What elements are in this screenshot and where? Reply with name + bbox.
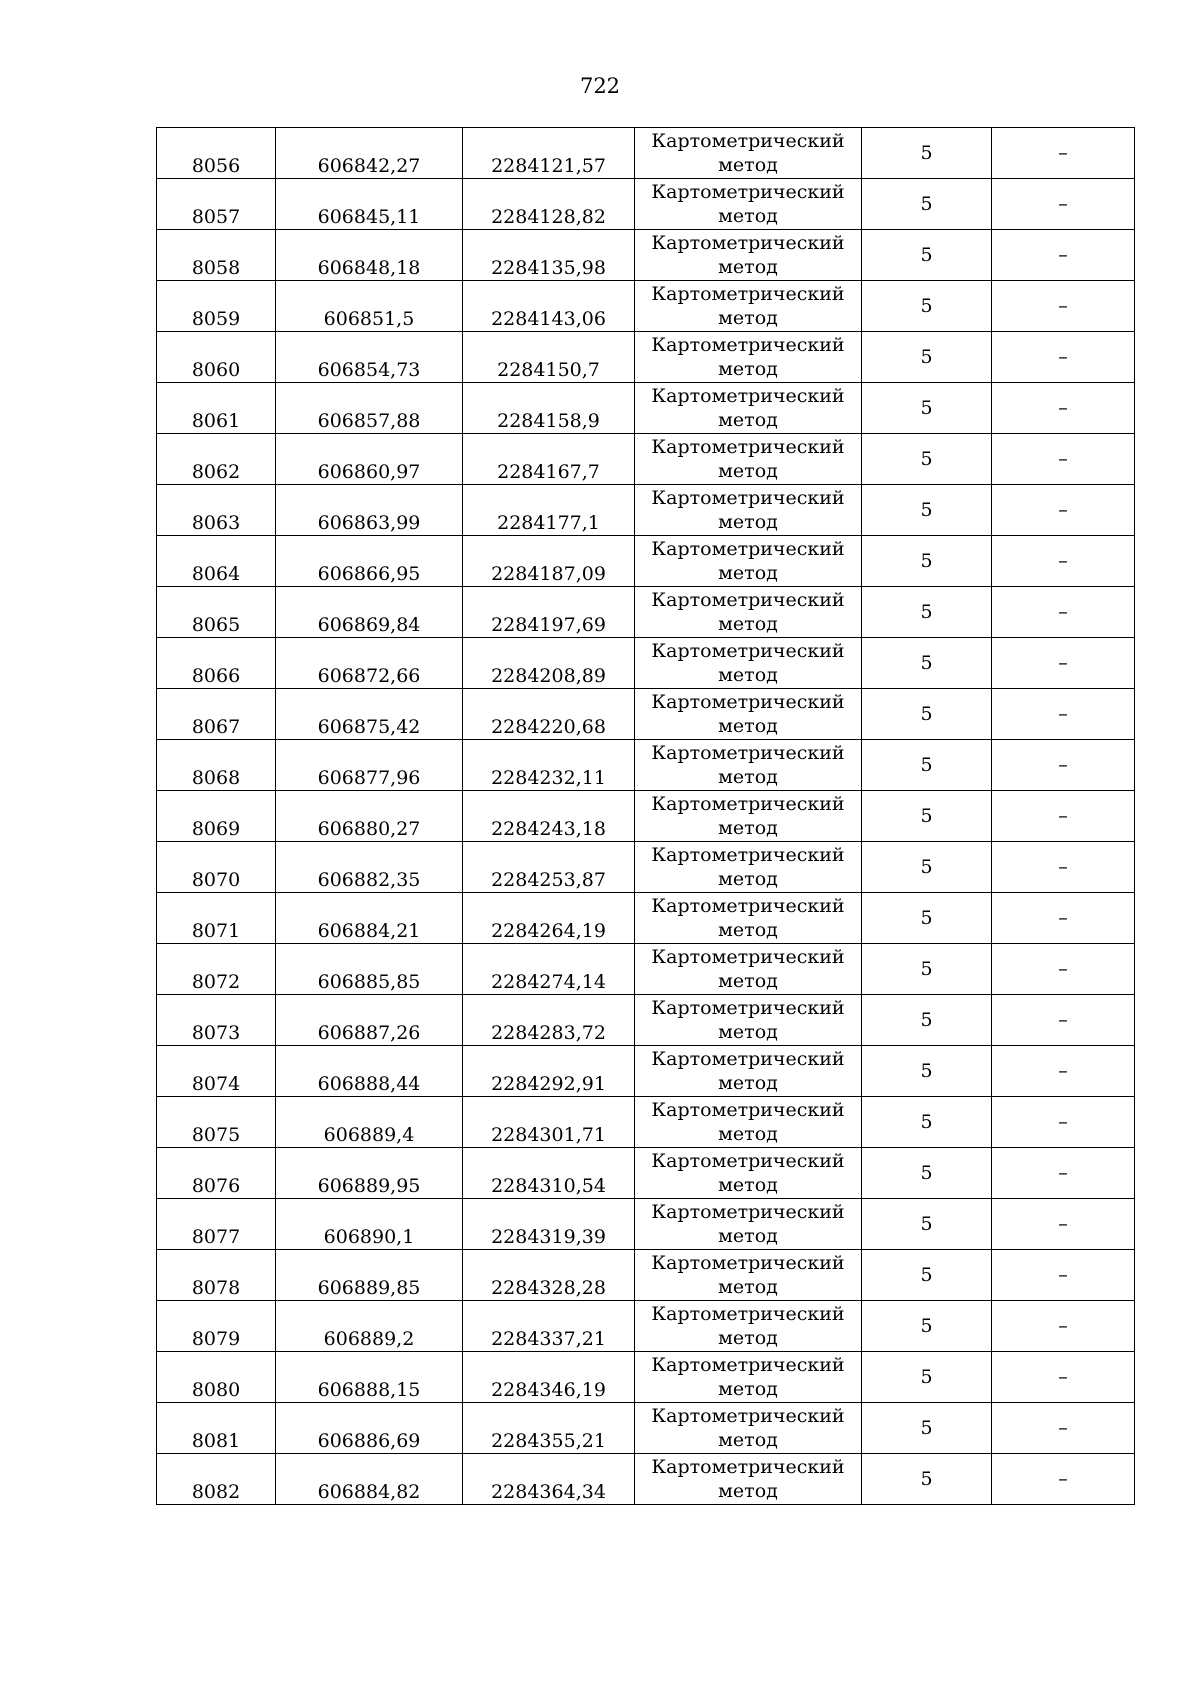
method-cell (635, 434, 862, 485)
precision-cell: 5 (862, 485, 992, 536)
method-label-line1: Картометрический (651, 1354, 845, 1376)
note-cell: – (992, 230, 1135, 281)
y-coordinate-cell: 2284328,28 (463, 1250, 635, 1301)
precision-cell: 5 (862, 842, 992, 893)
x-coordinate-cell: 606884,82 (276, 1454, 463, 1505)
point-number-cell: 8071 (157, 893, 276, 944)
precision-cell: 5 (862, 128, 992, 179)
table-row (157, 1148, 1135, 1199)
note-cell: – (992, 1199, 1135, 1250)
point-number-cell: 8075 (157, 1097, 276, 1148)
method-cell (635, 638, 862, 689)
point-number-cell: 8065 (157, 587, 276, 638)
y-coordinate-cell: 2284355,21 (463, 1403, 635, 1454)
method-label-line2: метод (718, 1225, 778, 1247)
note-cell: – (992, 1250, 1135, 1301)
y-coordinate-cell: 2284187,09 (463, 536, 635, 587)
point-number-cell: 8064 (157, 536, 276, 587)
method-cell (635, 128, 862, 179)
x-coordinate-cell: 606848,18 (276, 230, 463, 281)
method-label-line2: метод (718, 1021, 778, 1043)
table-row (157, 893, 1135, 944)
x-coordinate-cell: 606854,73 (276, 332, 463, 383)
method-label-line1: Картометрический (651, 538, 845, 560)
precision-cell: 5 (862, 638, 992, 689)
point-number-cell: 8073 (157, 995, 276, 1046)
point-number-cell: 8066 (157, 638, 276, 689)
method-label-line1: Картометрический (651, 793, 845, 815)
point-number-cell: 8058 (157, 230, 276, 281)
precision-cell: 5 (862, 689, 992, 740)
method-cell (635, 842, 862, 893)
x-coordinate-cell: 606882,35 (276, 842, 463, 893)
note-cell: – (992, 128, 1135, 179)
precision-cell: 5 (862, 791, 992, 842)
precision-cell: 5 (862, 1097, 992, 1148)
method-label-line2: метод (718, 1174, 778, 1196)
method-cell (635, 1403, 862, 1454)
table-row (157, 1403, 1135, 1454)
table-row (157, 689, 1135, 740)
point-number-cell: 8067 (157, 689, 276, 740)
method-label-line2: метод (718, 1123, 778, 1145)
precision-cell: 5 (862, 1250, 992, 1301)
x-coordinate-cell: 606889,2 (276, 1301, 463, 1352)
point-number-cell: 8076 (157, 1148, 276, 1199)
note-cell: – (992, 638, 1135, 689)
note-cell: – (992, 842, 1135, 893)
y-coordinate-cell: 2284208,89 (463, 638, 635, 689)
x-coordinate-cell: 606857,88 (276, 383, 463, 434)
method-cell (635, 587, 862, 638)
y-coordinate-cell: 2284310,54 (463, 1148, 635, 1199)
note-cell: – (992, 1352, 1135, 1403)
method-label-line2: метод (718, 256, 778, 278)
method-cell (635, 689, 862, 740)
precision-cell: 5 (862, 230, 992, 281)
note-cell: – (992, 179, 1135, 230)
note-cell: – (992, 1148, 1135, 1199)
method-label-line1: Картометрический (651, 232, 845, 254)
note-cell: – (992, 1301, 1135, 1352)
precision-cell: 5 (862, 1454, 992, 1505)
precision-cell: 5 (862, 434, 992, 485)
point-number-cell: 8078 (157, 1250, 276, 1301)
y-coordinate-cell: 2284197,69 (463, 587, 635, 638)
point-number-cell: 8056 (157, 128, 276, 179)
method-label-line1: Картометрический (651, 742, 845, 764)
y-coordinate-cell: 2284143,06 (463, 281, 635, 332)
x-coordinate-cell: 606872,66 (276, 638, 463, 689)
method-label-line1: Картометрический (651, 895, 845, 917)
table-row (157, 128, 1135, 179)
precision-cell: 5 (862, 1301, 992, 1352)
precision-cell: 5 (862, 995, 992, 1046)
table-row (157, 740, 1135, 791)
point-number-cell: 8060 (157, 332, 276, 383)
method-label-line1: Картометрический (651, 1099, 845, 1121)
x-coordinate-cell: 606885,85 (276, 944, 463, 995)
point-number-cell: 8061 (157, 383, 276, 434)
y-coordinate-cell: 2284301,71 (463, 1097, 635, 1148)
method-label-line2: метод (718, 1072, 778, 1094)
precision-cell: 5 (862, 332, 992, 383)
method-label-line2: метод (718, 1378, 778, 1400)
note-cell: – (992, 740, 1135, 791)
method-label-line2: метод (718, 511, 778, 533)
note-cell: – (992, 689, 1135, 740)
method-label-line1: Картометрический (651, 640, 845, 662)
method-cell (635, 1097, 862, 1148)
precision-cell: 5 (862, 383, 992, 434)
method-label-line1: Картометрический (651, 283, 845, 305)
method-cell (635, 740, 862, 791)
method-cell (635, 944, 862, 995)
page-number: 722 (579, 74, 621, 98)
y-coordinate-cell: 2284243,18 (463, 791, 635, 842)
method-label-line1: Картометрический (651, 436, 845, 458)
x-coordinate-cell: 606884,21 (276, 893, 463, 944)
point-number-cell: 8079 (157, 1301, 276, 1352)
table-row (157, 1046, 1135, 1097)
note-cell: – (992, 1097, 1135, 1148)
precision-cell: 5 (862, 944, 992, 995)
x-coordinate-cell: 606866,95 (276, 536, 463, 587)
method-label-line1: Картометрический (651, 1048, 845, 1070)
note-cell: – (992, 536, 1135, 587)
method-label-line2: метод (718, 154, 778, 176)
point-number-cell: 8072 (157, 944, 276, 995)
method-label-line2: метод (718, 868, 778, 890)
method-label-line2: метод (718, 919, 778, 941)
x-coordinate-cell: 606877,96 (276, 740, 463, 791)
x-coordinate-cell: 606889,85 (276, 1250, 463, 1301)
method-label-line2: метод (718, 970, 778, 992)
method-cell (635, 791, 862, 842)
method-cell (635, 1148, 862, 1199)
y-coordinate-cell: 2284292,91 (463, 1046, 635, 1097)
y-coordinate-cell: 2284232,11 (463, 740, 635, 791)
point-number-cell: 8077 (157, 1199, 276, 1250)
table-row (157, 383, 1135, 434)
note-cell: – (992, 995, 1135, 1046)
method-label-line1: Картометрический (651, 997, 845, 1019)
y-coordinate-cell: 2284150,7 (463, 332, 635, 383)
table-row (157, 1199, 1135, 1250)
precision-cell: 5 (862, 1403, 992, 1454)
point-number-cell: 8074 (157, 1046, 276, 1097)
x-coordinate-cell: 606880,27 (276, 791, 463, 842)
y-coordinate-cell: 2284337,21 (463, 1301, 635, 1352)
method-label-line1: Картометрический (651, 844, 845, 866)
method-label-line2: метод (718, 613, 778, 635)
x-coordinate-cell: 606888,44 (276, 1046, 463, 1097)
method-cell (635, 1046, 862, 1097)
x-coordinate-cell: 606888,15 (276, 1352, 463, 1403)
method-label-line2: метод (718, 1276, 778, 1298)
method-label-line2: метод (718, 1429, 778, 1451)
method-cell (635, 332, 862, 383)
method-label-line1: Картометрический (651, 946, 845, 968)
note-cell: – (992, 587, 1135, 638)
note-cell: – (992, 281, 1135, 332)
method-label-line1: Картометрический (651, 1405, 845, 1427)
y-coordinate-cell: 2284167,7 (463, 434, 635, 485)
method-cell (635, 536, 862, 587)
precision-cell: 5 (862, 1148, 992, 1199)
table-row (157, 1454, 1135, 1505)
x-coordinate-cell: 606889,4 (276, 1097, 463, 1148)
y-coordinate-cell: 2284121,57 (463, 128, 635, 179)
x-coordinate-cell: 606842,27 (276, 128, 463, 179)
x-coordinate-cell: 606886,69 (276, 1403, 463, 1454)
method-label-line2: метод (718, 664, 778, 686)
table-row (157, 332, 1135, 383)
method-label-line1: Картометрический (651, 1456, 845, 1478)
method-cell (635, 995, 862, 1046)
note-cell: – (992, 332, 1135, 383)
x-coordinate-cell: 606889,95 (276, 1148, 463, 1199)
method-cell (635, 281, 862, 332)
method-label-line2: метод (718, 766, 778, 788)
y-coordinate-cell: 2284253,87 (463, 842, 635, 893)
method-cell (635, 1250, 862, 1301)
point-number-cell: 8057 (157, 179, 276, 230)
note-cell: – (992, 485, 1135, 536)
point-number-cell: 8082 (157, 1454, 276, 1505)
method-label-line2: метод (718, 460, 778, 482)
y-coordinate-cell: 2284128,82 (463, 179, 635, 230)
precision-cell: 5 (862, 740, 992, 791)
x-coordinate-cell: 606851,5 (276, 281, 463, 332)
method-label-line2: метод (718, 817, 778, 839)
y-coordinate-cell: 2284274,14 (463, 944, 635, 995)
point-number-cell: 8070 (157, 842, 276, 893)
method-label-line1: Картометрический (651, 589, 845, 611)
point-number-cell: 8081 (157, 1403, 276, 1454)
y-coordinate-cell: 2284319,39 (463, 1199, 635, 1250)
y-coordinate-cell: 2284158,9 (463, 383, 635, 434)
y-coordinate-cell: 2284283,72 (463, 995, 635, 1046)
method-cell (635, 1199, 862, 1250)
note-cell: – (992, 893, 1135, 944)
method-label-line1: Картометрический (651, 334, 845, 356)
method-cell (635, 1301, 862, 1352)
note-cell: – (992, 1403, 1135, 1454)
table-row (157, 281, 1135, 332)
y-coordinate-cell: 2284177,1 (463, 485, 635, 536)
table-row (157, 1097, 1135, 1148)
point-number-cell: 8069 (157, 791, 276, 842)
method-cell (635, 1454, 862, 1505)
method-label-line1: Картометрический (651, 1252, 845, 1274)
method-label-line2: метод (718, 1480, 778, 1502)
method-label-line2: метод (718, 1327, 778, 1349)
method-label-line2: метод (718, 205, 778, 227)
method-cell (635, 485, 862, 536)
y-coordinate-cell: 2284135,98 (463, 230, 635, 281)
y-coordinate-cell: 2284264,19 (463, 893, 635, 944)
note-cell: – (992, 434, 1135, 485)
method-label-line2: метод (718, 358, 778, 380)
table-row (157, 179, 1135, 230)
table-row (157, 638, 1135, 689)
method-label-line2: метод (718, 715, 778, 737)
x-coordinate-cell: 606845,11 (276, 179, 463, 230)
method-cell (635, 230, 862, 281)
point-number-cell: 8080 (157, 1352, 276, 1403)
y-coordinate-cell: 2284364,34 (463, 1454, 635, 1505)
point-number-cell: 8062 (157, 434, 276, 485)
note-cell: – (992, 1454, 1135, 1505)
method-cell (635, 383, 862, 434)
point-number-cell: 8068 (157, 740, 276, 791)
note-cell: – (992, 1046, 1135, 1097)
table-row (157, 842, 1135, 893)
table-row (157, 995, 1135, 1046)
method-label-line1: Картометрический (651, 181, 845, 203)
precision-cell: 5 (862, 536, 992, 587)
coordinates-table (156, 127, 1135, 1505)
coordinates-table-body (157, 128, 1135, 1505)
table-row (157, 1352, 1135, 1403)
y-coordinate-cell: 2284220,68 (463, 689, 635, 740)
method-label-line1: Картометрический (651, 487, 845, 509)
precision-cell: 5 (862, 587, 992, 638)
method-label-line1: Картометрический (651, 385, 845, 407)
precision-cell: 5 (862, 179, 992, 230)
precision-cell: 5 (862, 893, 992, 944)
x-coordinate-cell: 606890,1 (276, 1199, 463, 1250)
precision-cell: 5 (862, 1199, 992, 1250)
y-coordinate-cell: 2284346,19 (463, 1352, 635, 1403)
method-label-line2: метод (718, 307, 778, 329)
note-cell: – (992, 791, 1135, 842)
method-label-line1: Картометрический (651, 691, 845, 713)
x-coordinate-cell: 606863,99 (276, 485, 463, 536)
table-row (157, 944, 1135, 995)
table-row (157, 587, 1135, 638)
method-cell (635, 179, 862, 230)
x-coordinate-cell: 606875,42 (276, 689, 463, 740)
point-number-cell: 8063 (157, 485, 276, 536)
table-row (157, 1250, 1135, 1301)
table-row (157, 434, 1135, 485)
table-row (157, 536, 1135, 587)
precision-cell: 5 (862, 1046, 992, 1097)
table-row (157, 791, 1135, 842)
method-label-line1: Картометрический (651, 1150, 845, 1172)
table-row (157, 230, 1135, 281)
x-coordinate-cell: 606887,26 (276, 995, 463, 1046)
method-label-line1: Картометрический (651, 1303, 845, 1325)
table-row (157, 1301, 1135, 1352)
note-cell: – (992, 944, 1135, 995)
precision-cell: 5 (862, 281, 992, 332)
note-cell: – (992, 383, 1135, 434)
x-coordinate-cell: 606860,97 (276, 434, 463, 485)
method-label-line2: метод (718, 409, 778, 431)
method-label-line1: Картометрический (651, 1201, 845, 1223)
method-cell (635, 893, 862, 944)
method-label-line1: Картометрический (651, 130, 845, 152)
method-label-line2: метод (718, 562, 778, 584)
precision-cell: 5 (862, 1352, 992, 1403)
x-coordinate-cell: 606869,84 (276, 587, 463, 638)
point-number-cell: 8059 (157, 281, 276, 332)
method-cell (635, 1352, 862, 1403)
table-row (157, 485, 1135, 536)
